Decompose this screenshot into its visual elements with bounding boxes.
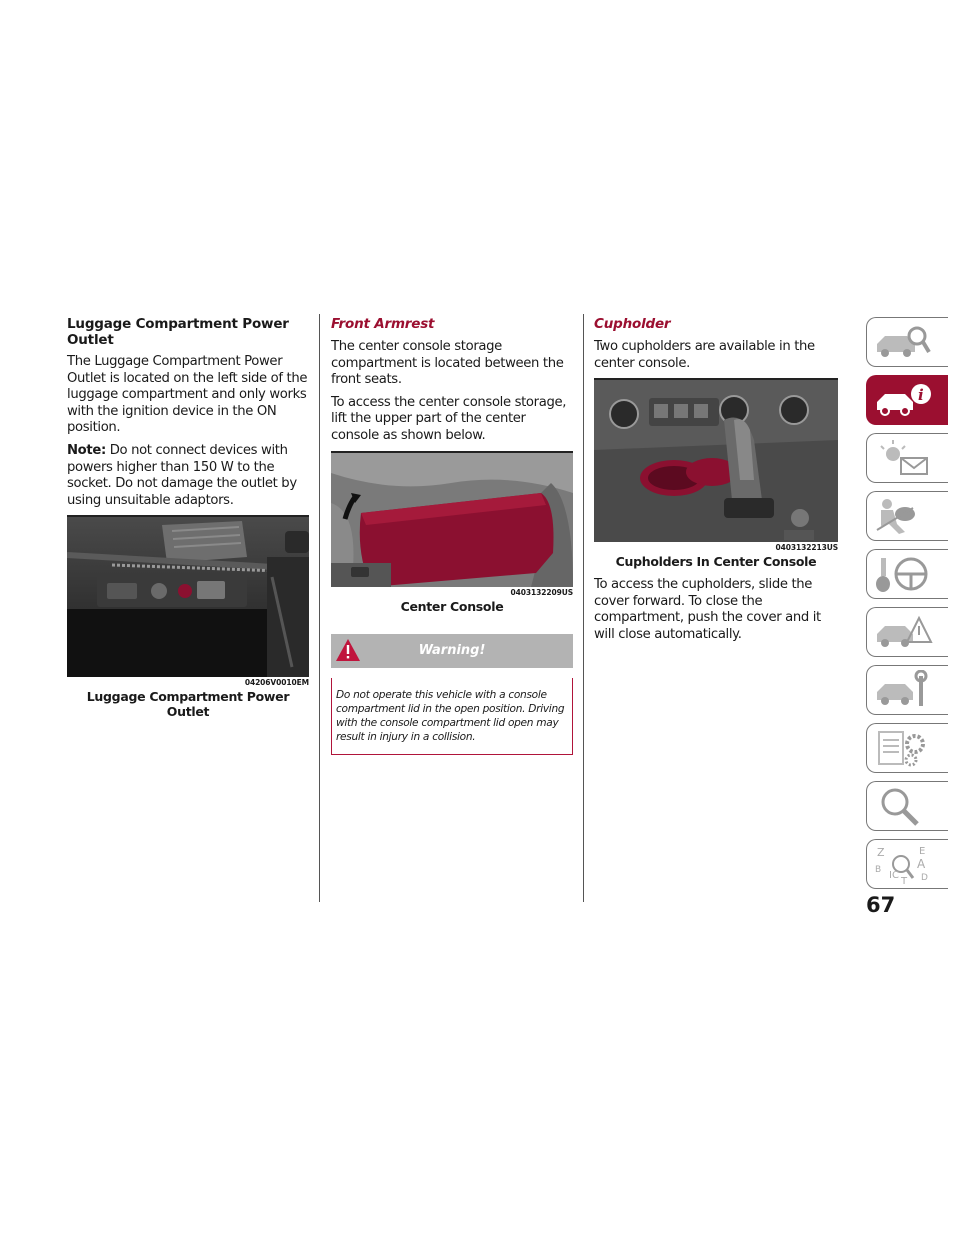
tab-technical-specifications[interactable] bbox=[866, 723, 948, 773]
car-wrench-icon bbox=[873, 670, 933, 710]
column-cupholder bbox=[594, 314, 838, 650]
alphabetical-index-icon bbox=[873, 844, 933, 884]
paragraph-cupholder-availability: Two cupholders are available in the center console. bbox=[594, 339, 815, 371]
index-letter-d: D bbox=[921, 873, 928, 883]
cupholders-illustration bbox=[594, 380, 838, 542]
paragraph-armrest-location: The center console storage compartment is located between the front seats. bbox=[331, 339, 564, 388]
specifications-gear-icon bbox=[873, 728, 933, 768]
warning-box bbox=[331, 678, 573, 755]
tab-getting-to-know-vehicle[interactable] bbox=[866, 317, 948, 367]
column-front-armrest bbox=[331, 314, 573, 755]
paragraph-armrest-access: To access the center console storage, lift the upper part of the center console as shown below. bbox=[331, 394, 567, 443]
chapter-navigation bbox=[866, 317, 948, 897]
warning-text: Do not operate this vehicle with a console compartment lid in the open position. Driving with the console compartment lid open may result in injury in a collision. bbox=[336, 688, 565, 743]
paragraph-power-outlet-location: The Luggage Compartment Power Outlet is located on the left side of the luggage compartment and only works with the ignition device in the ON position. bbox=[67, 354, 308, 436]
figure-center-console bbox=[331, 451, 573, 614]
column-power-outlet bbox=[67, 314, 309, 719]
note-text: Do not connect devices with powers higher than 150 W to the socket. Do not damage the outlet by using unsuitable adaptors. bbox=[67, 442, 297, 508]
airbag-safety-icon bbox=[873, 496, 933, 536]
magnifier-icon bbox=[873, 786, 933, 826]
figure-caption: Luggage Compartment Power Outlet bbox=[86, 689, 290, 720]
index-letter-c: IC bbox=[889, 870, 899, 881]
figure-caption: Cupholders In Center Console bbox=[615, 554, 817, 570]
paragraph-cupholder-operation: To access the cupholders, slide the cover forward. To close the compartment, push the cover and it will close automatically. bbox=[594, 577, 821, 642]
section-heading-front-armrest: Front Armrest bbox=[331, 316, 435, 332]
section-heading-power-outlet: Luggage Compartment Power Outlet bbox=[67, 316, 289, 348]
tab-servicing-maintenance[interactable] bbox=[866, 665, 948, 715]
car-info-icon bbox=[873, 380, 933, 420]
index-letter-a: A bbox=[917, 857, 926, 871]
figure-code: 04206V0010EM bbox=[244, 678, 309, 688]
figure-caption: Center Console bbox=[400, 598, 504, 614]
column-divider-1 bbox=[319, 314, 320, 902]
warning-banner bbox=[331, 634, 573, 668]
car-emergency-icon bbox=[873, 612, 933, 652]
index-letter-z: Z bbox=[877, 846, 885, 859]
section-heading-cupholder: Cupholder bbox=[594, 316, 671, 332]
figure-cupholders bbox=[594, 378, 838, 569]
tab-search[interactable] bbox=[866, 781, 948, 831]
figure-code: 0403132213US bbox=[775, 543, 838, 553]
tab-in-case-of-emergency[interactable] bbox=[866, 607, 948, 657]
paragraph-note bbox=[67, 443, 309, 509]
tab-starting-operating[interactable] bbox=[866, 549, 948, 599]
index-letter-b: B bbox=[875, 865, 882, 875]
power-outlet-illustration bbox=[67, 517, 309, 677]
svg-text:i: i bbox=[918, 386, 924, 404]
car-search-icon bbox=[873, 322, 933, 362]
figure-power-outlet bbox=[67, 515, 309, 719]
page-number: 67 bbox=[866, 893, 896, 917]
warning-light-message-icon bbox=[873, 438, 933, 478]
tab-safety[interactable] bbox=[866, 491, 948, 541]
center-console-illustration bbox=[331, 453, 573, 587]
index-letter-t: T bbox=[901, 876, 908, 884]
warning-title: Warning! bbox=[418, 642, 486, 658]
column-divider-2 bbox=[583, 314, 584, 902]
index-letter-e: E bbox=[919, 846, 926, 857]
key-steering-wheel-icon bbox=[873, 554, 933, 594]
tab-warning-lights-messages[interactable] bbox=[866, 433, 948, 483]
note-label: Note: bbox=[67, 442, 106, 458]
figure-code: 0403132209US bbox=[510, 587, 573, 597]
tab-getting-to-know-instrument-panel[interactable] bbox=[866, 375, 948, 425]
tab-index[interactable] bbox=[866, 839, 948, 889]
